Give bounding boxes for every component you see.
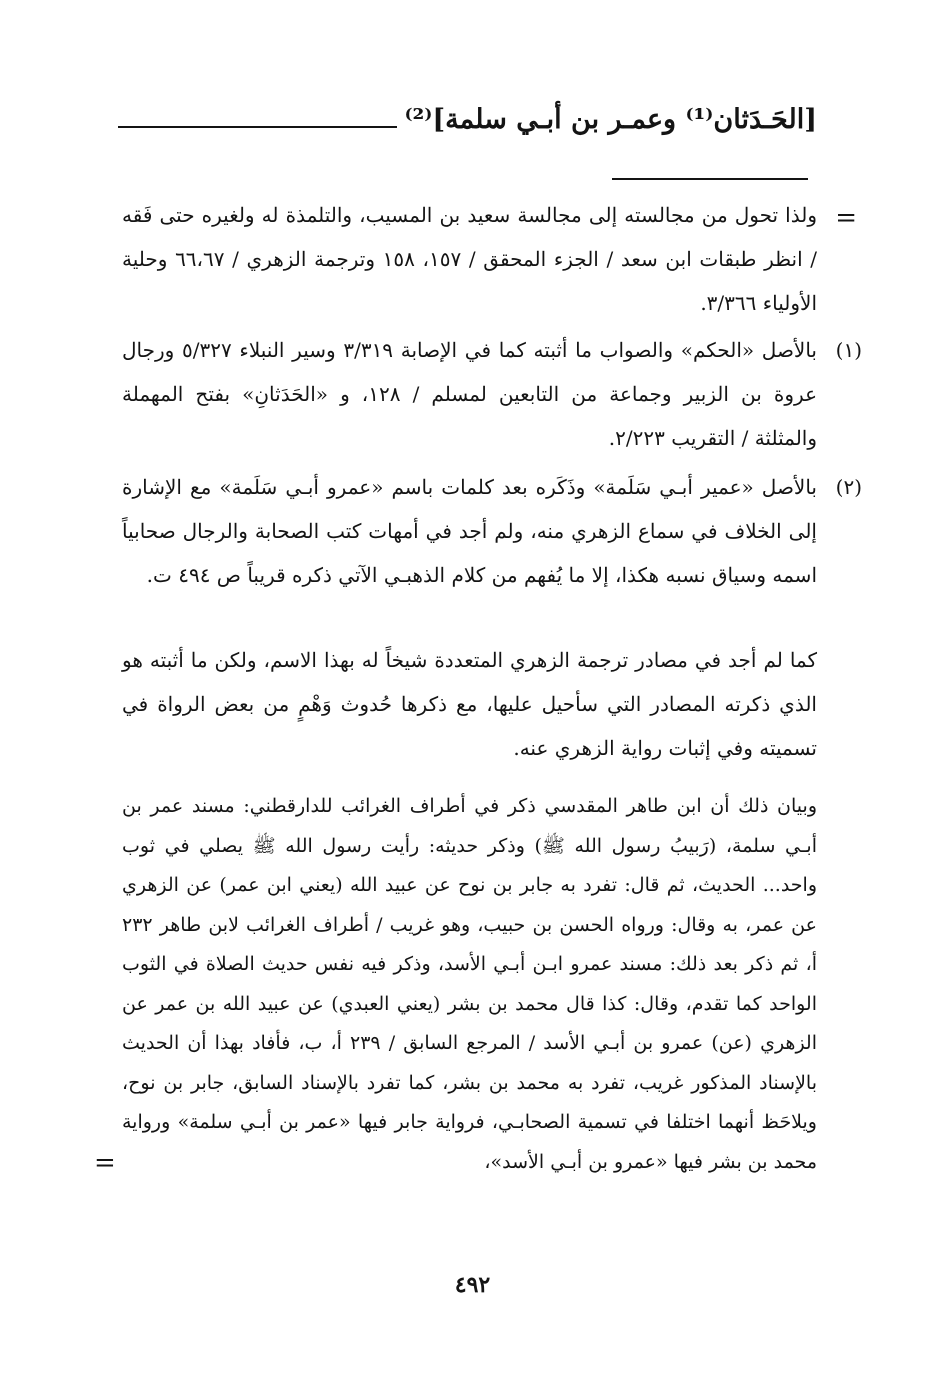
footnote-text: بالأصل «عمير أبـي سَلَمة» وذَكَره بعد كلمات باسم «عمرو أبـي سَلَمة» مع الإشارة إلى الخلاف في سماع الزهري منه، ولم أجد في أمهات كتب الصحابة والرجال صحابياً اسمه وسياق نسبه هكذا، إلا ما يُفهم من كلام الذهبـي الآتي ذكره قريباً ص ٤٩٤ ت. xyxy=(122,475,817,587)
footnote-text: كما لم أجد في مصادر ترجمة الزهري المتعددة شيخاً له بهذا الاسم، ولكن ما أثبته هو الذي ذكرته المصادر التي سأحيل عليها، مع ذكرها حُدوث وَهْمٍ من بعض الرواة في تسميته وفي إثبات رواية الزهري عنه. xyxy=(122,648,817,760)
footnote-text: وبيان ذلك أن ابن طاهر المقدسي ذكر في أطراف الغرائب للدارقطني: مسند عمر بن أبـي سلمة، (رَبيبُ رسول الله ﷺ) وذكر حديثه: رأيت رسول الله ﷺ يصلي في ثوب واحد... الحديث، ثم قال: تفرد به جابر بن نوح عن عبيد الله (يعني ابن عمر) عن الزهري عن عمر، به وقال: ورواه الحسن بن حبيب، وهو غريب / أطراف الغرائب لابن طاهر ٢٣٢ أ، ثم ذكر بعد ذلك: مسند عمرو ابـن أبـي الأسد، وذكر فيه نفس حديث الصلاة في الثوب الواحد كما تقدم، وقال: كذا قال محمد بن بشر (يعني العبدي) عن عبيد الله بن عمر عن الزهري (عن) عمرو بن أبـي الأسد / المرجع السابق / ٢٣٩ أ، ب، فأفاد بهذا أن الحديث بالإسناد المذكور غريب، تفرد به محمد بن بشر، كما تفرد بالإسناد السابق، جابر بن نوح، ويلاحَظ أنهما اختلفا في تسمية الصحابـي، فرواية جابر فيها «عمر بن أبـي سلمة» ورواية محمد بن بشر فيها «عمرو بن أبـي الأسد»، xyxy=(122,795,817,1173)
footnote-marker: (١) xyxy=(835,338,862,362)
footnote-marker: (٢) xyxy=(835,475,862,499)
footnote-separator xyxy=(612,178,808,180)
footnote-2-paragraph-2 xyxy=(122,638,817,770)
page-header xyxy=(118,100,817,144)
header-rule xyxy=(118,126,397,128)
continuation-mark-top: = xyxy=(835,203,857,233)
page-number: ٤٩٢ xyxy=(454,1272,491,1298)
footnote-2 xyxy=(122,465,862,597)
footnote-continuation xyxy=(122,193,857,325)
page-title: [الحَـدَثان⁽¹⁾ وعمـر بن أبـي سلمة]⁽²⁾ xyxy=(404,104,817,135)
footnote-2-paragraph-3 xyxy=(94,787,817,1182)
continuation-mark-bottom: = xyxy=(94,1148,116,1178)
footnote-1 xyxy=(122,328,862,460)
footnote-text: ولذا تحول من مجالسته إلى مجالسة سعيد بن المسيب، والتلمذة له ولغيره حتى فَقه / انظر طبقات ابن سعد / الجزء المحقق / ١٥٧، ١٥٨ وترجمة الزهري / ٦٦،٦٧ وحلية الأولياء ٣/٣٦٦. xyxy=(122,203,818,315)
footnote-text: بالأصل «الحكم» والصواب ما أثبته كما في الإصابة ٣/٣١٩ وسير النبلاء ٥/٣٢٧ ورجال عروة بن الزبير وجماعة من التابعين لمسلم / ١٢٨، و «الحَدَثانِ» بفتح المهملة والمثلثة / التقريب ٢/٢٢٣. xyxy=(122,338,818,450)
